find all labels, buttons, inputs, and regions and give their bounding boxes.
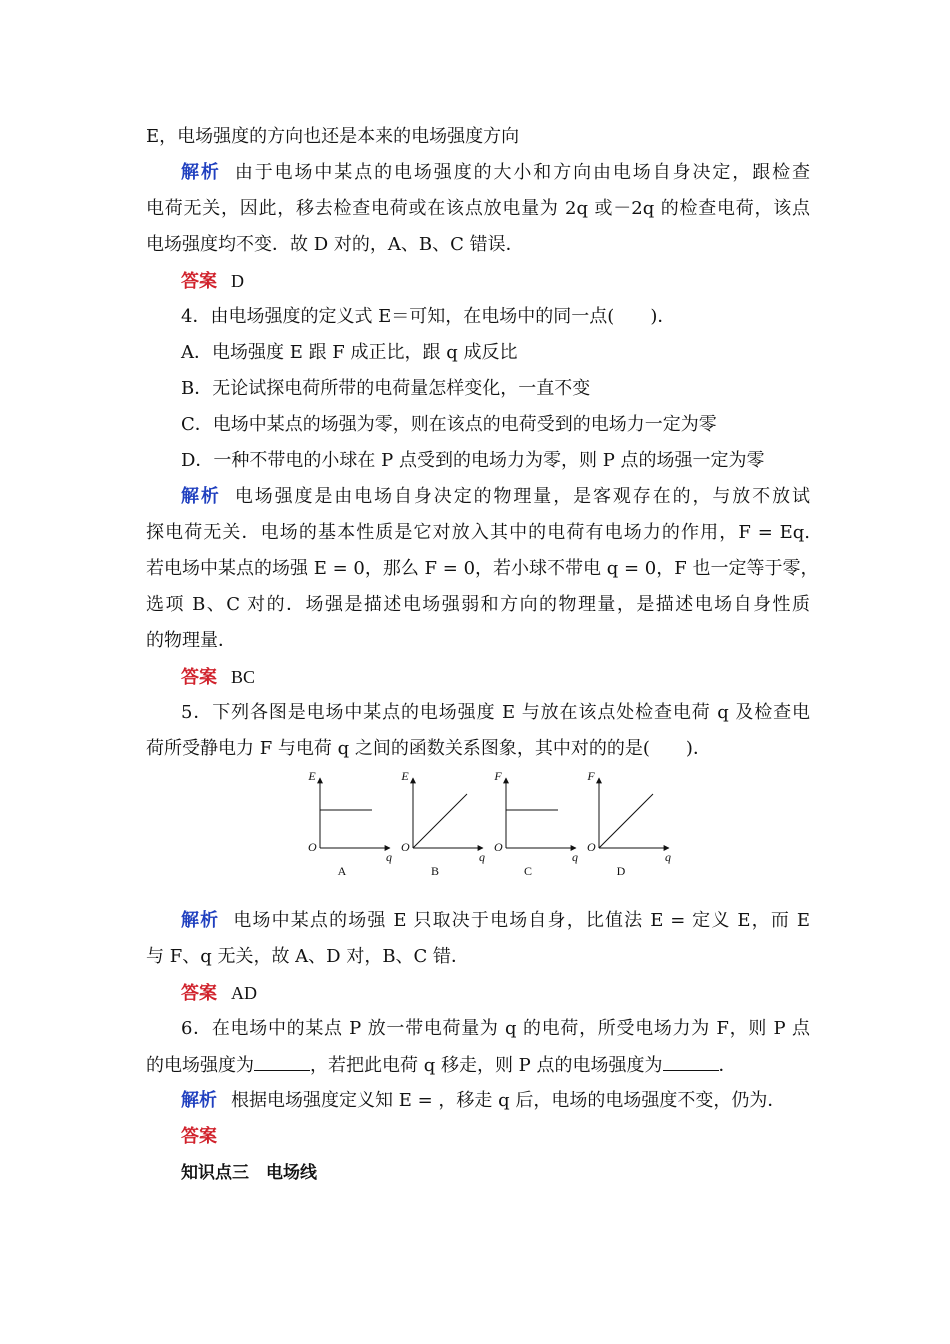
y-axis-label: F — [494, 769, 502, 783]
question-4-option-b: B．无论试探电荷所带的电荷量怎样变化，一直不变 — [181, 378, 591, 399]
question-4-option-c: C．电场中某点的场强为零，则在该点的电荷受到的电场力一定为零 — [181, 414, 717, 435]
graph-line — [413, 794, 467, 848]
answer-value: BC — [231, 667, 256, 687]
question-5-stem: 5．下列各图是电场中某点的电场强度 E 与放在该点处检查电荷 q 及检查电 — [181, 702, 810, 723]
explanation-label: 解析 — [181, 910, 220, 931]
section-heading: 知识点三 电场线 — [181, 1163, 317, 1183]
question-6-text: ，若把此电荷 q 移走，则 P 点的电场强度为 — [310, 1055, 663, 1076]
explanation-label: 解析 — [181, 162, 221, 183]
explanation-line — [181, 1088, 810, 1114]
question-6-text: ． — [718, 1055, 737, 1076]
explanation-text: 由于电场中某点的电场强度的大小和方向由电场自身决定，跟检查 — [234, 162, 811, 183]
question-6-stem — [146, 1052, 810, 1079]
explanation-line — [181, 484, 810, 510]
fill-blank[interactable] — [663, 1052, 719, 1071]
answer-label: 答案 — [181, 983, 217, 1004]
x-axis-label: q — [572, 850, 578, 864]
explanation-line: 若电场中某点的场强 E = 0，那么 F = 0，若小球不带电 q = 0，F 也一定等于零， — [146, 558, 819, 579]
graph-line — [599, 794, 653, 848]
explanation-line: 探电荷无关．电场的基本性质是它对放入其中的电荷有电场力的作用，F = Eq. — [146, 522, 810, 543]
origin-label: O — [587, 840, 596, 854]
explanation-line: 与 F、q 无关，故 A、D 对，B、C 错． — [146, 946, 470, 967]
answer-line — [181, 664, 810, 691]
origin-label: O — [494, 840, 503, 854]
explanation-line — [181, 160, 810, 186]
graph-option-label: B — [430, 864, 440, 878]
origin-label: O — [401, 840, 410, 854]
text-line: E，电场强度的方向也还是本来的电场强度方向 — [146, 126, 520, 147]
explanation-line: 电场强度均不变．故 D 对的，A、B、C 错误． — [146, 234, 524, 255]
answer-label: 答案 — [181, 1126, 217, 1147]
explanation-line: 电荷无关，因此，移去检查电荷或在该点放电量为 2q 或－2q 的检查电荷，该点 — [146, 198, 810, 219]
explanation-label: 解析 — [181, 1090, 217, 1111]
fill-blank[interactable] — [254, 1052, 310, 1071]
graph-options-figure — [300, 768, 680, 888]
x-axis-label: q — [665, 850, 671, 864]
graph-option-label: A — [337, 864, 347, 878]
question-6-text: 的电场强度为 — [146, 1055, 254, 1076]
graph-option-label: C — [523, 864, 533, 878]
graph-option-label: D — [616, 864, 626, 878]
question-4-option-d: D．一种不带电的小球在 P 点受到的电场力为零，则 P 点的场强一定为零 — [181, 450, 765, 471]
explanation-text: 根据电场强度定义知 E = ，移走 q 后，电场的电场强度不变，仍为． — [231, 1090, 786, 1111]
y-axis-label: E — [401, 769, 409, 783]
answer-line — [181, 1124, 810, 1150]
explanation-text: 电场强度是由电场自身决定的物理量，是客观存在的，与放不放试 — [234, 486, 811, 507]
x-axis-label: q — [479, 850, 485, 864]
question-5-stem: 荷所受静电力 F 与电荷 q 之间的函数关系图象，其中对的的是( )． — [146, 738, 711, 759]
answer-value: AD — [231, 983, 257, 1003]
x-axis-label: q — [386, 850, 392, 864]
answer-label: 答案 — [181, 667, 217, 688]
origin-label: O — [308, 840, 317, 854]
question-6-stem: 6．在电场中的某点 P 放一带电荷量为 q 的电荷，所受电场力为 F，则 P 点 — [181, 1018, 810, 1039]
explanation-label: 解析 — [181, 486, 221, 507]
explanation-line — [181, 908, 810, 934]
y-axis-label: F — [587, 769, 595, 783]
answer-line — [181, 980, 810, 1007]
explanation-line: 的物理量． — [146, 630, 236, 651]
question-4-stem: 4．由电场强度的定义式 E＝可知，在电场中的同一点( )． — [181, 306, 676, 327]
answer-label: 答案 — [181, 271, 217, 292]
answer-line — [181, 268, 810, 295]
explanation-text: 电场中某点的场强 E 只取决于电场自身，比值法 E = 定义 E，而 E — [233, 910, 810, 931]
y-axis-label: E — [308, 769, 316, 783]
answer-value: D — [231, 271, 244, 291]
question-4-option-a: A．电场强度 E 跟 F 成正比，跟 q 成反比 — [181, 342, 518, 363]
explanation-line: 选项 B、C 对的．场强是描述电场强弱和方向的物理量，是描述电场自身性质 — [146, 594, 810, 615]
